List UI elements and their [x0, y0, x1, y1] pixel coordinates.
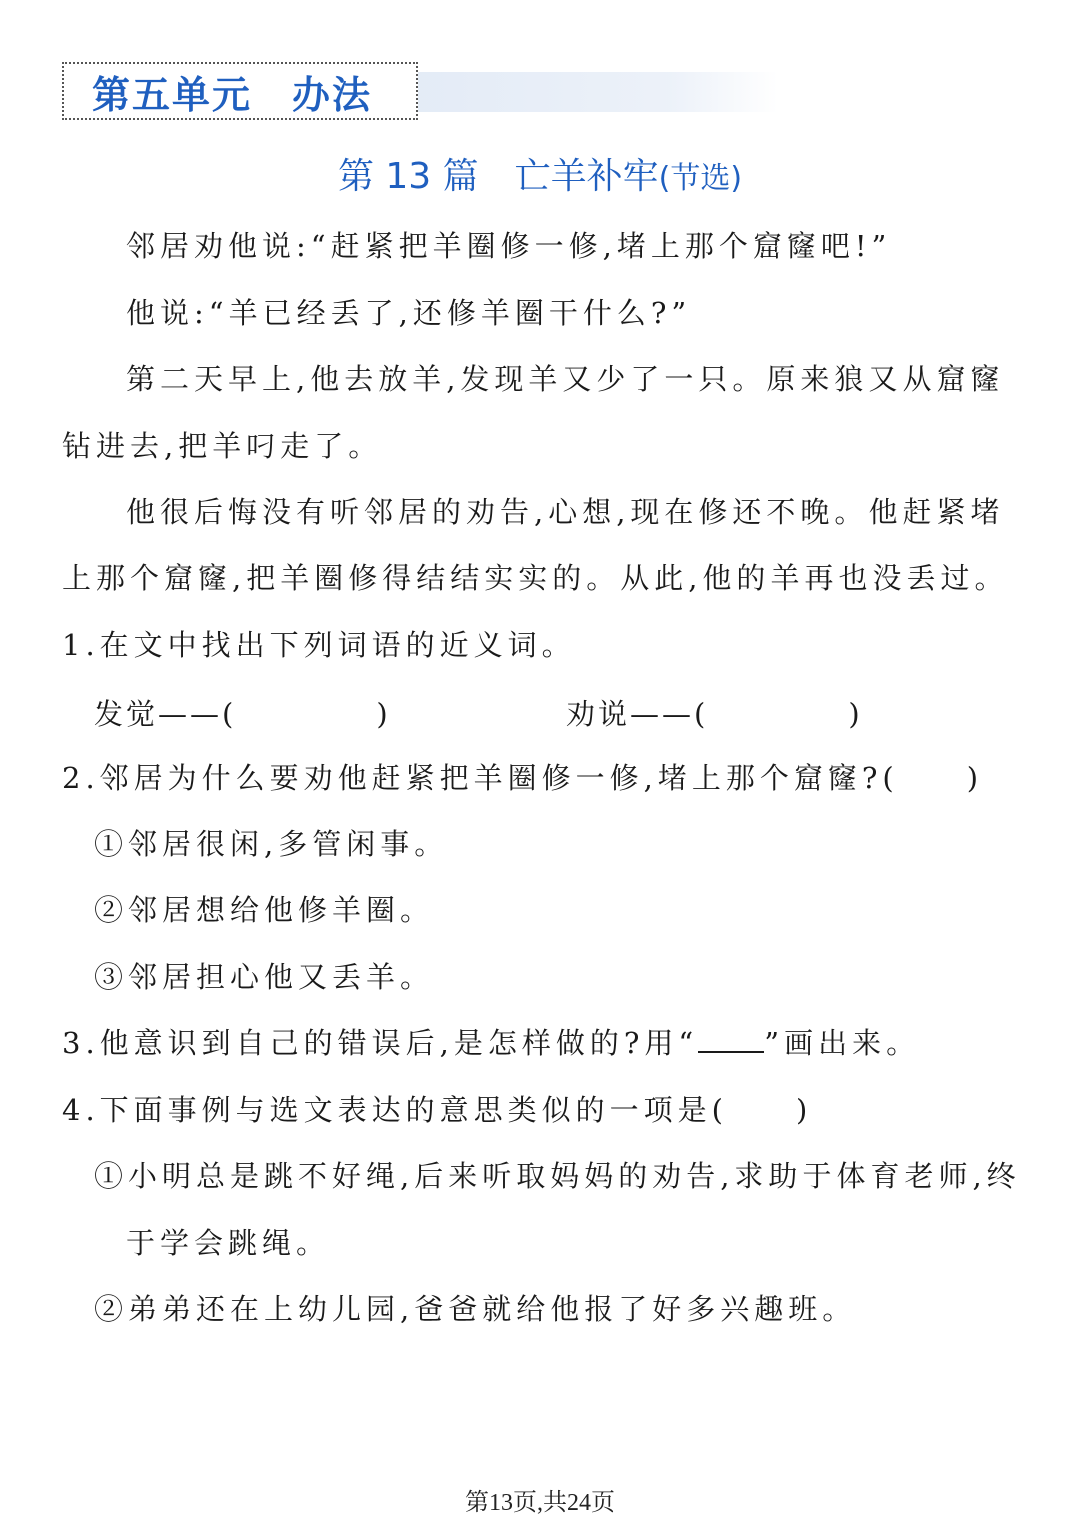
question-1: 1.在文中找出下列词语的近义词。 — [62, 628, 576, 662]
q1-word2-close: ) — [848, 697, 863, 731]
unit-title: 第五单元 办法 — [92, 72, 373, 117]
passage-line: 第二天早上,他去放羊,发现羊又少了一只。原来狼又从窟窿 — [126, 362, 1005, 396]
passage-line: 邻居劝他说:“赶紧把羊圈修一修,堵上那个窟窿吧!” — [126, 229, 892, 263]
q1-word1-close: ) — [376, 697, 391, 731]
unit-header-box — [62, 62, 418, 120]
article-title-text: 第 13 篇 亡羊补牢 — [337, 156, 659, 197]
passage-line: 他很后悔没有听邻居的劝告,心想,现在修还不晚。他赶紧堵 — [126, 495, 1005, 529]
article-title-note: (节选) — [658, 161, 743, 196]
unit-header-band — [418, 72, 778, 112]
passage-line: 他说:“羊已经丢了,还修羊圈干什么?” — [126, 296, 692, 330]
q1-word1-blank[interactable] — [94, 692, 391, 733]
page-number: 第13页,共24页 — [465, 1490, 615, 1516]
q1-word2-label: 劝说——( — [566, 697, 709, 731]
passage-line: 上那个窟窿,把羊圈修得结结实实的。从此,他的羊再也没丢过。 — [62, 561, 1009, 595]
passage-line: 钻进去,把羊叼走了。 — [62, 429, 383, 463]
q3-text-before: 3.他意识到自己的错误后,是怎样做的?用“ — [62, 1026, 699, 1060]
question-3 — [62, 1023, 920, 1063]
q4-option-1[interactable]: ①小明总是跳不好绳,后来听取妈妈的劝告,求助于体育老师,终 — [94, 1159, 1021, 1193]
article-title — [0, 148, 1080, 199]
question-2: 2.邻居为什么要劝他赶紧把羊圈修一修,堵上那个窟窿?( ) — [62, 761, 984, 795]
q2-option[interactable]: ②邻居想给他修羊圈。 — [94, 893, 435, 927]
q3-text-after: ”画出来。 — [764, 1026, 921, 1060]
q1-word2-blank[interactable] — [566, 692, 863, 733]
q1-word1-label: 发觉——( — [94, 697, 237, 731]
q2-option[interactable]: ③邻居担心他又丢羊。 — [94, 960, 435, 994]
q2-option[interactable]: ①邻居很闲,多管闲事。 — [94, 827, 449, 861]
q4-option-1-cont: 于学会跳绳。 — [126, 1226, 331, 1260]
q4-option-2[interactable]: ②弟弟还在上幼儿园,爸爸就给他报了好多兴趣班。 — [94, 1292, 857, 1326]
question-4: 4.下面事例与选文表达的意思类似的一项是( ) — [62, 1093, 813, 1127]
q3-underline-sample — [698, 1029, 764, 1053]
